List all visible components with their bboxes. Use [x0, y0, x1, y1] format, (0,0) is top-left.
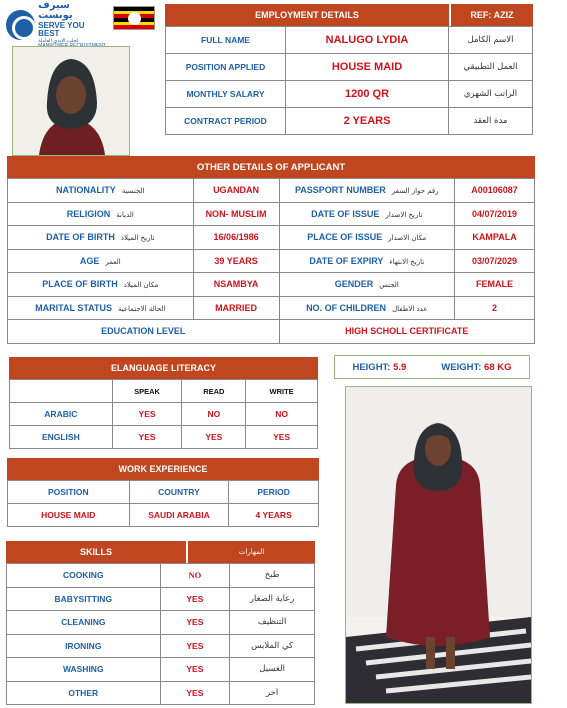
detail-label-cell: [8, 179, 194, 203]
detail-row: [8, 179, 535, 203]
detail-arabic-label: عدد الاطفال: [392, 304, 428, 313]
detail-label-cell: [279, 226, 455, 250]
detail-label: PLACE OF ISSUE: [307, 232, 383, 243]
detail-arabic-label: العمر: [105, 257, 121, 266]
detail-arabic-label: الحالة الاجتماعية: [118, 304, 166, 313]
employment-row: [166, 54, 533, 81]
employment-field-label: POSITION APPLIED: [166, 54, 286, 81]
detail-value: KAMPALA: [455, 226, 535, 250]
skill-value: YES: [160, 681, 230, 705]
language-write-value: YES: [246, 426, 318, 449]
detail-label-cell: [279, 273, 455, 297]
employment-row: [166, 81, 533, 108]
employment-field-value: 2 YEARS: [286, 108, 449, 135]
language-write-header: WRITE: [246, 380, 318, 403]
employment-field-arabic-label: العمل التطبيقي: [449, 54, 533, 81]
language-write-value: NO: [246, 403, 318, 426]
detail-arabic-label: تاريخ الانتهاء: [389, 257, 425, 266]
skill-name: WASHING: [7, 658, 161, 682]
detail-value: 16/06/1986: [193, 226, 279, 250]
work-country-value: SAUDI ARABIA: [129, 504, 229, 527]
detail-arabic-label: تاريخ الاصدار: [385, 210, 423, 219]
detail-arabic-label: الجنسية: [121, 187, 145, 196]
work-position-value: HOUSE MAID: [8, 504, 130, 527]
reference-code: REF: AZIZ: [449, 4, 533, 26]
detail-row: [8, 296, 535, 320]
work-position-header: POSITION: [8, 481, 130, 504]
employment-field-label: FULL NAME: [166, 27, 286, 54]
skill-row: [7, 658, 315, 682]
employment-field-arabic-label: الراتب الشهري: [449, 81, 533, 108]
language-literacy-section: [9, 357, 318, 449]
skill-row: [7, 681, 315, 705]
detail-row: [8, 226, 535, 250]
detail-label: NO. OF CHILDREN: [306, 302, 387, 313]
education-level-value: HIGH SCHOLL CERTIFICATE: [279, 320, 535, 344]
company-logo: [6, 0, 106, 44]
detail-label: PLACE OF BIRTH: [42, 279, 118, 290]
applicant-full-length-photo: [345, 386, 532, 704]
language-row: [10, 403, 318, 426]
skill-name: IRONING: [7, 634, 161, 658]
detail-label: RELIGION: [66, 208, 111, 219]
detail-value: 2: [455, 296, 535, 320]
skill-value: NO: [160, 564, 230, 588]
language-literacy-title: ELANGUAGE LITERACY: [9, 357, 318, 379]
detail-label-cell: [279, 249, 455, 273]
work-period-header: PERIOD: [229, 481, 319, 504]
employment-field-value: HOUSE MAID: [286, 54, 449, 81]
language-corner-cell: [10, 380, 113, 403]
detail-label: DATE OF ISSUE: [311, 208, 380, 219]
logo-arabic-tagline: لجلب الايدي العاملة: [38, 37, 79, 44]
detail-label-cell: [279, 179, 455, 203]
skill-row: [7, 587, 315, 611]
detail-label-cell: [279, 202, 455, 226]
detail-value: 03/07/2029: [455, 249, 535, 273]
detail-row: [8, 273, 535, 297]
employment-row: [166, 108, 533, 135]
employment-field-arabic-label: الاسم الكامل: [449, 27, 533, 54]
detail-value: 04/07/2019: [455, 202, 535, 226]
skill-value: YES: [160, 634, 230, 658]
skill-arabic-label: الغسيل: [230, 658, 315, 682]
language-row: [10, 426, 318, 449]
employment-field-label: CONTRACT PERIOD: [166, 108, 286, 135]
weight-label: WEIGHT:: [441, 361, 482, 373]
detail-arabic-label: الجنس: [379, 281, 399, 290]
detail-label-cell: [279, 296, 455, 320]
language-read-value: YES: [182, 426, 246, 449]
work-country-header: COUNTRY: [129, 481, 229, 504]
detail-value: 39 YEARS: [193, 249, 279, 273]
skill-value: YES: [160, 587, 230, 611]
skill-name: CLEANING: [7, 611, 161, 635]
logo-arabic-name: سيرف يوبست: [38, 0, 73, 22]
detail-value: FEMALE: [455, 273, 535, 297]
detail-value: NSAMBYA: [193, 273, 279, 297]
education-level-label: EDUCATION LEVEL: [8, 320, 280, 344]
detail-label: PASSPORT NUMBER: [294, 185, 386, 196]
language-read-value: NO: [182, 403, 246, 426]
detail-row: [8, 202, 535, 226]
detail-label: AGE: [79, 255, 100, 266]
work-row: [8, 504, 319, 527]
detail-value: NON- MUSLIM: [193, 202, 279, 226]
skill-value: YES: [160, 658, 230, 682]
detail-arabic-label: مكان الاصدار: [388, 234, 427, 243]
detail-label: MARITAL STATUS: [35, 302, 112, 313]
work-experience-section: [7, 458, 319, 527]
skill-arabic-label: رعاية الصغار: [230, 587, 315, 611]
language-read-header: READ: [182, 380, 246, 403]
detail-row: [8, 249, 535, 273]
detail-arabic-label: مكان الميلاد: [123, 281, 159, 290]
skills-section: [6, 541, 315, 705]
height-weight-box: [334, 355, 530, 379]
employment-field-value: NALUGO LYDIA: [286, 27, 449, 54]
detail-label: GENDER: [334, 279, 374, 290]
other-details-title: OTHER DETAILS OF APPLICANT: [7, 156, 535, 178]
detail-value: MARRIED: [193, 296, 279, 320]
weight-value: 68 KG: [484, 361, 512, 373]
height-label: HEIGHT:: [352, 361, 391, 373]
language-speak-header: SPEAK: [112, 380, 182, 403]
detail-label-cell: [8, 273, 194, 297]
employment-field-value: 1200 QR: [286, 81, 449, 108]
detail-arabic-label: رقم جواز السفر: [391, 187, 439, 196]
employment-row: [166, 27, 533, 54]
employment-field-label: MONTHLY SALARY: [166, 81, 286, 108]
employment-field-arabic-label: مدة العقد: [449, 108, 533, 135]
language-speak-value: YES: [112, 403, 182, 426]
skill-arabic-label: التنظيف: [230, 611, 315, 635]
employment-details-section: [165, 4, 533, 135]
education-row: [8, 320, 535, 344]
detail-arabic-label: الديانة: [116, 210, 134, 219]
other-details-section: [7, 156, 535, 344]
skill-arabic-label: اخر: [230, 681, 315, 705]
work-period-value: 4 YEARS: [229, 504, 319, 527]
language-name: ARABIC: [10, 403, 113, 426]
detail-value: A00106087: [455, 179, 535, 203]
height-value: 5.9: [393, 361, 407, 373]
skill-name: COOKING: [7, 564, 161, 588]
skill-arabic-label: طبخ: [230, 564, 315, 588]
detail-arabic-label: تاريخ الميلاد: [120, 234, 155, 243]
skill-row: [7, 564, 315, 588]
skill-row: [7, 634, 315, 658]
detail-label-cell: [8, 226, 194, 250]
language-header-row: [10, 380, 318, 403]
detail-label-cell: [8, 249, 194, 273]
uganda-flag-icon: [113, 6, 155, 30]
skills-title: SKILLS: [6, 541, 186, 563]
language-speak-value: YES: [112, 426, 182, 449]
applicant-portrait-photo: [12, 46, 130, 156]
detail-label-cell: [8, 202, 194, 226]
detail-label-cell: [8, 296, 194, 320]
detail-label: NATIONALITY: [55, 185, 116, 196]
detail-value: UGANDAN: [193, 179, 279, 203]
skill-value: YES: [160, 611, 230, 635]
language-name: ENGLISH: [10, 426, 113, 449]
logo-english-name: SERVE YOU BEST: [38, 20, 85, 39]
skill-name: OTHER: [7, 681, 161, 705]
employment-details-title: EMPLOYMENT DETAILS: [165, 4, 449, 26]
logo-mark-icon: [6, 10, 35, 40]
skill-name: BABYSITTING: [7, 587, 161, 611]
work-experience-title: WORK EXPERIENCE: [7, 458, 319, 480]
skills-title-arabic: المهارات: [186, 541, 315, 563]
skill-arabic-label: كي الملابس: [230, 634, 315, 658]
skill-row: [7, 611, 315, 635]
detail-label: DATE OF EXPIRY: [309, 255, 384, 266]
detail-label: DATE OF BIRTH: [46, 232, 115, 243]
